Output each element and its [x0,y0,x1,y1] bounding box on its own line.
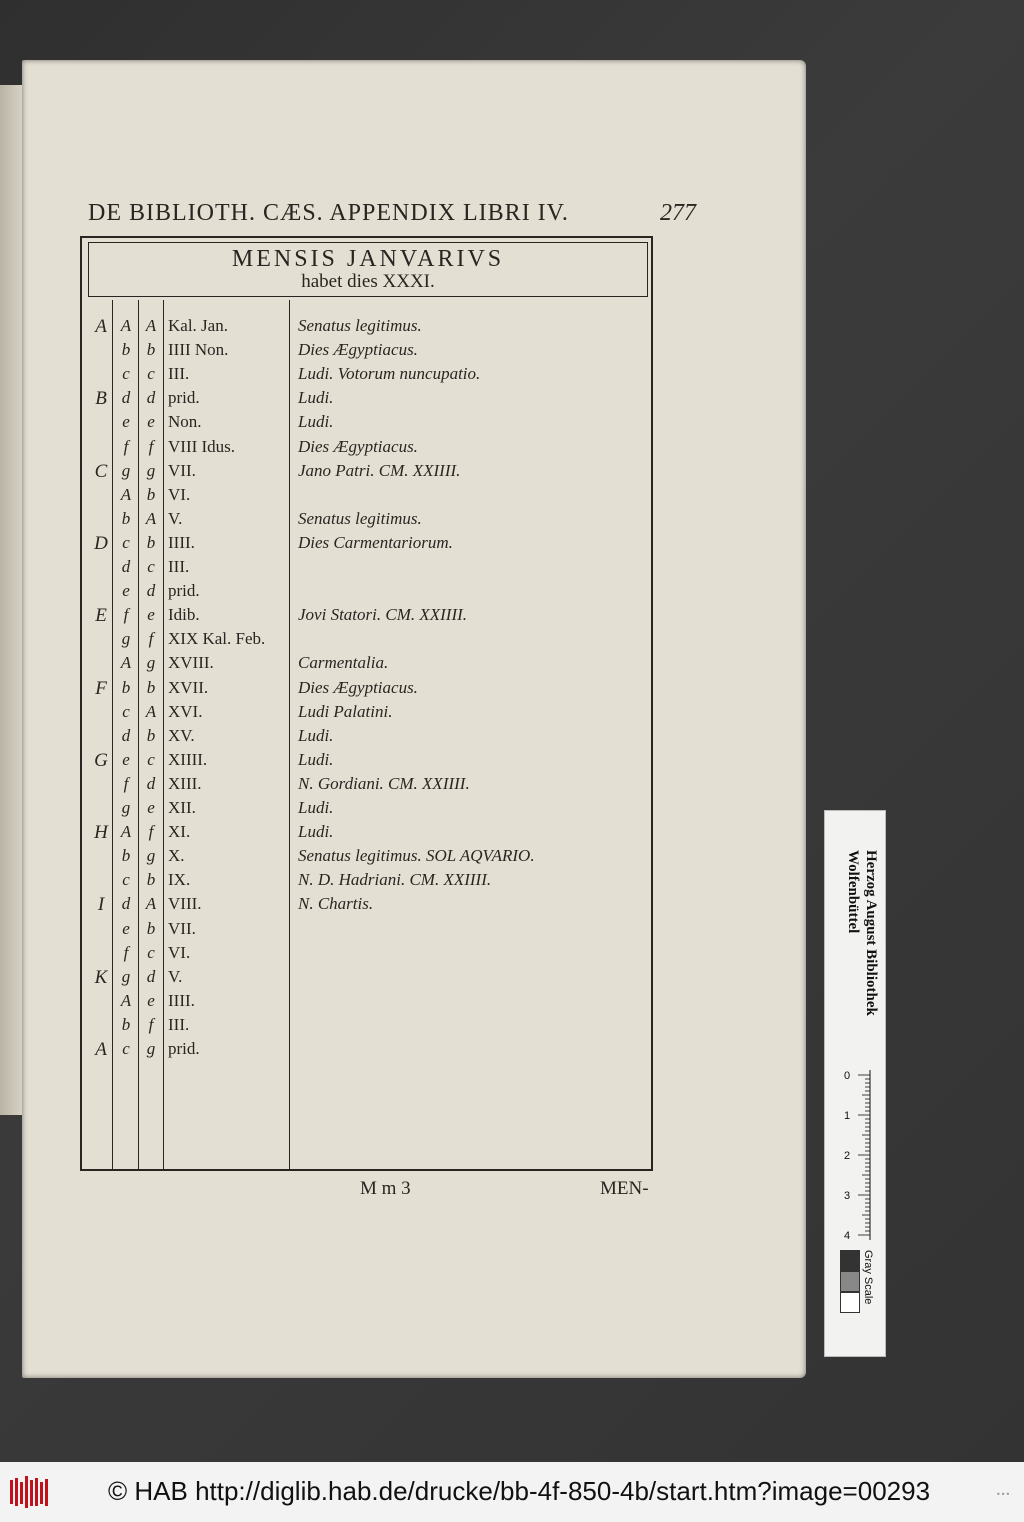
day-label: Non. [168,412,202,432]
week-letter: A [120,484,132,504]
week-letter: b [121,340,131,360]
calendar-title-box [88,242,648,297]
calendar-row [88,629,648,653]
copyright-notice: © HAB http://diglib.hab.de/drucke/bb-4f-850-4b/start.htm?image=00293 [108,1476,931,1506]
feast-note: Ludi. [298,749,334,769]
day-label: IIII. [168,990,195,1010]
calendar-row [88,943,648,967]
week-letter: f [123,605,129,625]
day-label: V. [168,966,183,986]
nundinal-letter: A [145,508,157,528]
dominical-letter: G [94,749,108,771]
nundinal-letter: g [146,846,156,866]
calendar-row [88,485,648,509]
calendar-row [88,726,648,750]
week-letter: e [122,918,130,938]
feast-note: Senatus legitimus. SOL AQVARIO. [298,846,535,866]
week-letter: d [121,557,131,576]
calendar-row [88,461,648,485]
week-letter: b [121,677,131,697]
running-head: DE BIBLIOTH. CÆS. APPENDIX LIBRI IV. [88,200,569,226]
nundinal-letter: b [146,340,156,360]
week-letter: f [123,436,129,456]
calendar-row [88,509,648,533]
calendar-subtitle: habet dies XXXI. [301,271,435,292]
ruler-number: 4 [844,1230,851,1240]
calendar-row [88,894,648,918]
nundinal-letter: d [146,388,156,408]
day-label: XII. [168,798,196,817]
feast-note: Dies Carmentariorum. [298,532,453,552]
week-letter: e [122,412,130,432]
day-label: prid. [168,388,200,408]
nundinal-letter: d [146,966,156,986]
day-label: III. [168,1014,190,1034]
calendar-row [88,846,648,870]
calendar-row [88,412,648,436]
day-label: VIII. [168,894,202,914]
ruler-number: 0 [844,1070,851,1082]
dominical-letter: E [95,605,107,627]
day-label: XVIII. [168,653,214,673]
nundinal-letter: g [146,653,156,673]
calendar-row [88,388,648,412]
week-letter: g [121,629,131,649]
week-letter: b [121,846,131,866]
grayscale-mid [840,1271,860,1292]
week-letter: d [121,725,131,745]
feast-note: Senatus legitimus. [298,316,422,335]
week-letter: e [122,581,130,601]
day-label: Idib. [168,605,200,625]
week-letter: A [120,990,132,1010]
nundinal-letter: g [146,1039,156,1058]
feast-note: Senatus legitimus. [298,508,422,528]
day-label: IIII. [168,532,195,552]
week-letter: d [121,894,131,914]
feast-note: Dies Ægyptiacus. [298,677,418,697]
week-letter: f [123,942,129,962]
calendar-row [88,967,648,991]
calendar-row [88,557,648,581]
week-letter: f [123,773,129,793]
feast-note: Ludi. [298,798,334,817]
day-label: XIX Kal. Feb. [168,629,266,649]
ruler-number: 1 [844,1110,851,1122]
week-letter: c [122,701,130,721]
week-letter: c [122,532,130,552]
bottom-bar [0,1462,1024,1522]
calendar-row [88,774,648,798]
feast-note: N. Gordiani. CM. XXIIII. [298,773,470,793]
calendar-row [88,702,648,726]
grayscale-dark [840,1250,860,1271]
day-label: prid. [168,1039,200,1058]
feast-note: Ludi. [298,388,334,408]
week-letter: d [121,388,131,408]
dominical-letter: D [94,532,108,554]
nundinal-letter: A [145,701,157,721]
day-label: Kal. Jan. [168,316,228,335]
calendar-row [88,798,648,822]
nundinal-letter: b [146,484,156,504]
day-label: VII. [168,918,196,938]
calendar-row [88,653,648,677]
week-letter: g [121,460,131,480]
calendar-row [88,822,648,846]
calendar-row [88,1039,648,1063]
feast-note: Jano Patri. CM. XXIIII. [298,460,461,480]
feast-note: N. D. Hadriani. CM. XXIIII. [298,870,492,890]
week-letter: c [122,364,130,384]
day-label: III. [168,557,190,576]
grayscale-patches [840,1250,860,1314]
day-label: prid. [168,581,200,601]
week-letter: c [122,1039,130,1058]
week-letter: e [122,749,130,769]
day-label: III. [168,364,190,384]
feast-note: N. Chartis. [298,894,374,914]
day-label: IIII Non. [168,340,229,360]
nundinal-letter: A [145,894,157,914]
week-letter: A [120,822,132,842]
day-label: VII. [168,460,196,480]
hab-logo-icon [10,1476,50,1508]
dominical-letter: A [95,316,107,337]
day-label: XIII. [168,773,202,793]
feast-note: Ludi. Votorum nuncupatio. [298,364,481,384]
dominical-letter: A [95,1039,107,1060]
day-label: VIII Idus. [168,436,236,456]
nundinal-letter: f [148,1014,154,1034]
nundinal-letter: c [147,749,155,769]
calendar-title: MENSIS JANVARIVS [231,246,505,272]
week-letter: b [121,1014,131,1034]
nundinal-letter: b [146,918,156,938]
ruler-label [832,850,880,1090]
week-letter: A [120,653,132,673]
calendar-row [88,605,648,629]
dominical-letter: C [94,460,108,482]
day-label: VI. [168,942,191,962]
day-label: X. [168,846,185,866]
catchword: MEN- [600,1178,649,1199]
grayscale-light [840,1292,860,1313]
day-label: V. [168,508,183,528]
feast-note: Dies Ægyptiacus. [298,340,418,360]
day-label: XVII. [168,677,209,697]
nundinal-letter: A [145,316,157,335]
ruler-number: 3 [844,1190,851,1202]
week-letter: A [120,316,132,335]
dots-icon: ••• [996,1490,1011,1499]
dominical-letter: K [94,966,108,988]
ruler-label-line2: Wolfenbüttel [845,850,861,934]
ruler-scale [840,1070,876,1240]
day-label: XV. [168,725,195,745]
nundinal-letter: f [148,436,154,456]
calendar-row [88,533,648,557]
calendar-row [88,1015,648,1039]
week-letter: c [122,870,130,890]
feast-note: Ludi. [298,822,334,842]
ruler-label-line1: Herzog August Bibliothek [863,850,879,1016]
nundinal-letter: f [148,629,154,649]
calendar-row [88,437,648,461]
calendar-row [88,316,648,340]
signature-mark: M m 3 [360,1178,411,1199]
feast-note: Ludi. [298,725,334,745]
dominical-letter: I [97,894,105,916]
feast-note: Ludi. [298,412,334,432]
nundinal-letter: b [146,677,156,697]
nundinal-letter: g [146,460,156,480]
nundinal-letter: e [147,990,155,1010]
dominical-letter: H [94,822,108,844]
calendar-row [88,750,648,774]
week-letter: b [121,508,131,528]
nundinal-letter: f [148,822,154,842]
nundinal-letter: c [147,557,155,576]
calendar-row [88,364,648,388]
nundinal-letter: b [146,532,156,552]
calendar-row [88,581,648,605]
dominical-letter: B [95,388,107,410]
nundinal-letter: e [147,605,155,625]
dominical-letter: F [95,677,107,699]
nundinal-letter: b [146,870,156,890]
calendar-row [88,678,648,702]
nundinal-letter: d [146,773,156,793]
feast-note: Jovi Statori. CM. XXIIII. [298,605,468,625]
nundinal-letter: e [147,798,155,817]
calendar-row [88,340,648,364]
ruler-number: 2 [844,1150,851,1162]
day-label: XIIII. [168,749,208,769]
calendar-row [88,991,648,1015]
feast-note: Ludi Palatini. [298,701,393,721]
calendar-row [88,870,648,894]
calendar-row [88,919,648,943]
nundinal-letter: c [147,942,155,962]
week-letter: g [121,798,131,817]
grayscale-label: Gray Scale [862,1250,874,1305]
day-label: IX. [168,870,191,890]
nundinal-letter: b [146,725,156,745]
page-number: 277 [660,200,696,226]
nundinal-letter: d [146,581,156,601]
week-letter: g [121,966,131,986]
nundinal-letter: e [147,412,155,432]
nundinal-letter: c [147,364,155,384]
feast-note: Carmentalia. [298,653,389,673]
day-label: XVI. [168,701,203,721]
feast-note: Dies Ægyptiacus. [298,436,418,456]
day-label: XI. [168,822,191,842]
day-label: VI. [168,484,191,504]
